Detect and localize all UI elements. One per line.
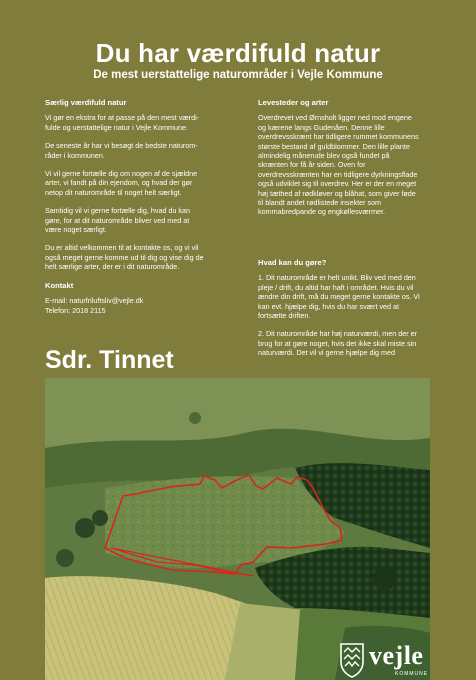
action-item-2: 2. Dit naturområde har høj naturværdi, men der er brug for at gøre noget, hvis det ikke skal miste sin naturværdi. Det vil vi gerne hjælpe dig med	[258, 329, 417, 358]
left-column	[45, 98, 230, 315]
contact-phone[interactable]: Telefon: 2018 2115	[45, 305, 106, 315]
site-name: Sdr. Tinnet	[45, 346, 174, 374]
action-item-1: 1. Dit naturområde er helt unikt. Bliv ved med den pleje / drift, du altid har haft i området. Hvis du vil ændre din drift, må du meget gerne kontakte os. Vi kan evt. hjælpe dig, hvis du har svært ved at fortsætte driften.	[258, 273, 420, 320]
contact-heading: Kontakt	[45, 280, 74, 290]
habitats-paragraph: Overdrevet ved Ørnsholt ligger ned mod engene og kærene langs Gudenåen. Denne lille overdrevsskrænt har tidligere rummet kommunens største bestand af guldblommer. Den lille plante almindelig månerude blev også fundet på skrænten for få år siden. Oven for overdrevsskrænten har en tidligere dyrkningsflade også udviklet sig til overdrev. Her er der en meget høj tæthed af rødkløver og blåhat, som giver føde til blandt andet rødlistede insekter som kommabredpande og engkøllesværmer.	[258, 113, 419, 217]
intro-paragraph-2: De seneste år har vi besøgt de bedste naturom- råder i kommunen.	[45, 141, 198, 160]
page-subtitle: De mest uerstattelige naturområder i Vejle Kommune	[93, 69, 383, 81]
section-heading-valuable-nature: Særlig værdifuld natur	[45, 98, 127, 107]
coat-of-arms-icon	[339, 642, 365, 678]
right-column	[258, 98, 448, 367]
logo-subtitle: KOMMUNE	[395, 671, 429, 677]
intro-paragraph-5: Du er altid velkommen til at kontakte os, og vi vil også meget gerne komme ud til dig og vise dig de helt særlige arter, der er i dit naturområde.	[45, 243, 204, 272]
section-heading-habitats: Levesteder og arter	[258, 98, 329, 107]
page-title: Du har værdifuld natur	[95, 38, 381, 68]
logo-wordmark: vejle	[369, 641, 424, 670]
section-heading-what-to-do: Hvad kan du gøre?	[258, 257, 327, 267]
contact-email[interactable]: E-mail: naturfriluftsliv@vejle.dk	[45, 296, 144, 306]
intro-paragraph-3: Vi vil gerne fortælle dig om nogen af de sjældne arter, vi fandt på din ejendom, og hvad der gør netop dit naturområde til noget helt særligt.	[45, 169, 198, 197]
aerial-map	[45, 378, 430, 680]
intro-paragraph-4: Samtidig vil vi gerne fortælle dig, hvad du kan gøre, for at dit naturområde bliver ved med at være noget særligt.	[45, 206, 191, 235]
intro-paragraph-1: Vi gør en ekstra for at passe på den mest værdi- fulde og uerstattelige natur i Vejle Kommune.	[45, 113, 200, 132]
vejle-kommune-logo	[339, 640, 443, 680]
